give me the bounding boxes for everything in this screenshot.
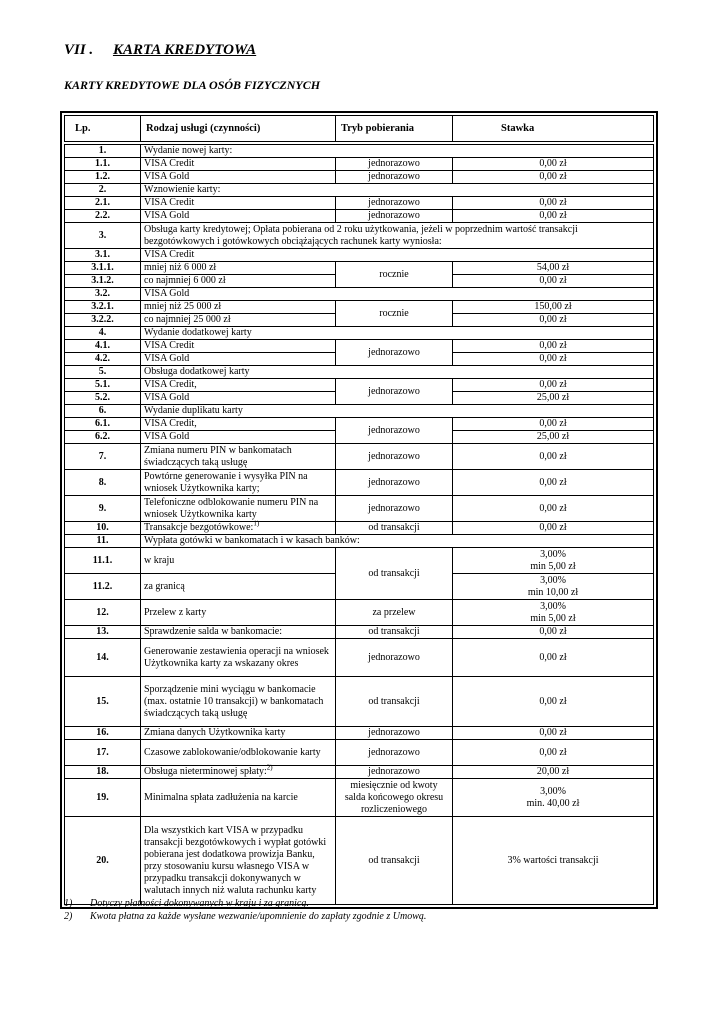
row-desc: VISA Credit <box>141 249 654 262</box>
table-row <box>65 444 654 470</box>
header-mode: Tryb pobierania <box>336 116 453 142</box>
rate-minimum: min 10,00 zł <box>527 586 579 598</box>
row-desc: Wydanie duplikatu karty <box>141 405 654 418</box>
row-mode: za przelew <box>336 600 453 626</box>
row-rate: 0,00 zł <box>453 158 654 171</box>
fee-table <box>64 115 654 905</box>
row-mode: jednorazowo <box>336 766 453 779</box>
row-lp: 13. <box>65 626 141 639</box>
table-header-row <box>65 116 654 142</box>
row-desc: VISA Gold <box>141 171 336 184</box>
row-rate: 0,00 zł <box>453 275 654 288</box>
row-rate: 0,00 zł <box>453 727 654 740</box>
row-mode: jednorazowo <box>336 639 453 677</box>
row-lp: 1. <box>65 145 141 158</box>
row-mode: od transakcji <box>336 817 453 905</box>
row-mode: od transakcji <box>336 626 453 639</box>
row-rate <box>453 548 654 574</box>
row-lp: 3. <box>65 223 141 249</box>
row-lp: 9. <box>65 496 141 522</box>
header-service: Rodzaj usługi (czynności) <box>141 116 336 142</box>
row-rate: 0,00 zł <box>453 639 654 677</box>
row-lp: 18. <box>65 766 141 779</box>
table-row <box>65 600 654 626</box>
row-desc: Obsługa karty kredytowej; Opłata pobierana od 2 roku użytkowania, jeżeli w poprzednim wartość transakcji bezgotówkowych i gotówkowych obciążających rachunek karty wyniosła: <box>141 223 654 249</box>
row-lp: 3.2.2. <box>65 314 141 327</box>
row-desc <box>141 763 336 779</box>
table-row <box>65 184 654 197</box>
table-row <box>65 197 654 210</box>
row-desc: co najmniej 6 000 zł <box>141 275 336 288</box>
table-row <box>65 639 654 677</box>
row-desc: Dla wszystkich kart VISA w przypadku transakcji bezgotówkowych i wypłat gotówki pobierana jest dodatkowa prowizja Banku, przy stosowaniu kursu własnego VISA w przypadku transakcji dokonywanych w walutach innych niż waluta rachunku karty <box>141 817 336 905</box>
row-mode: od transakcji <box>336 548 453 600</box>
table-row <box>65 740 654 766</box>
row-mode: jednorazowo <box>336 210 453 223</box>
row-lp: 10. <box>65 522 141 535</box>
table-row <box>65 145 654 158</box>
table-row <box>65 262 654 275</box>
table-row <box>65 171 654 184</box>
row-rate <box>453 600 654 626</box>
row-rate <box>453 574 654 600</box>
row-rate: 0,00 zł <box>453 210 654 223</box>
table-row <box>65 548 654 574</box>
row-desc: Wznowienie karty: <box>141 184 654 197</box>
footnote-text: Dotyczy płatności dokonywanych w kraju i za granicą. <box>90 898 309 909</box>
table-row <box>65 626 654 639</box>
row-rate: 0,00 zł <box>453 171 654 184</box>
row-desc: Obsługa dodatkowej karty <box>141 366 654 379</box>
row-rate: 54,00 zł <box>453 262 654 275</box>
row-desc: mniej niż 6 000 zł <box>141 262 336 275</box>
row-rate: 0,00 zł <box>453 444 654 470</box>
row-lp: 3.2.1. <box>65 301 141 314</box>
row-desc: Generowanie zestawienia operacji na wniosek Użytkownika karty za wskazany okres <box>141 639 336 677</box>
row-desc: VISA Credit, <box>141 418 336 431</box>
table-row <box>65 223 654 249</box>
row-desc: Powtórne generowanie i wysyłka PIN na wniosek Użytkownika karty; <box>141 470 336 496</box>
rate-minimum: min. 40,00 zł <box>526 797 580 809</box>
row-desc: Przelew z karty <box>141 600 336 626</box>
row-mode: jednorazowo <box>336 171 453 184</box>
row-lp: 14. <box>65 639 141 677</box>
row-lp: 2.1. <box>65 197 141 210</box>
row-desc: VISA Gold <box>141 353 336 366</box>
row-mode: jednorazowo <box>336 444 453 470</box>
row-lp: 4. <box>65 327 141 340</box>
row-mode: jednorazowo <box>336 418 453 444</box>
row-mode: rocznie <box>336 301 453 327</box>
row-desc: mniej niż 25 000 zł <box>141 301 336 314</box>
row-desc: Sprawdzenie salda w bankomacie: <box>141 626 336 639</box>
table-row <box>65 779 654 817</box>
row-lp: 6. <box>65 405 141 418</box>
row-desc-text: Obsługa nieterminowej spłaty: <box>144 766 267 777</box>
row-desc: VISA Gold <box>141 431 336 444</box>
row-desc: w kraju <box>141 548 336 574</box>
row-mode: jednorazowo <box>336 496 453 522</box>
rate-percent: 3,00% <box>540 600 566 612</box>
row-rate: 20,00 zł <box>453 766 654 779</box>
row-rate <box>453 779 654 817</box>
fee-table-frame <box>60 111 658 909</box>
row-desc: Czasowe zablokowanie/odblokowanie karty <box>141 740 336 766</box>
table-row <box>65 158 654 171</box>
row-rate: 0,00 zł <box>453 197 654 210</box>
row-mode: jednorazowo <box>336 470 453 496</box>
row-mode: jednorazowo <box>336 379 453 405</box>
rate-percent: 3,00% <box>540 548 566 560</box>
row-rate: 0,00 zł <box>453 470 654 496</box>
row-desc-text: Transakcje bezgotówkowe: <box>144 522 254 533</box>
row-mode: jednorazowo <box>336 727 453 740</box>
row-rate: 25,00 zł <box>453 431 654 444</box>
row-lp: 15. <box>65 677 141 727</box>
row-rate: 0,00 zł <box>453 314 654 327</box>
row-rate: 25,00 zł <box>453 392 654 405</box>
header-rate: Stawka <box>453 116 654 142</box>
footnote-ref: 1) <box>253 519 260 528</box>
table-row <box>65 405 654 418</box>
row-mode: miesięcznie od kwoty salda końcowego okresu rozliczeniowego <box>336 779 453 817</box>
row-lp: 3.2. <box>65 288 141 301</box>
row-desc: Sporządzenie mini wyciągu w bankomacie (max. ostatnie 10 transakcji) w bankomatach świadczących taką usługę <box>141 677 336 727</box>
section-title: KARTA KREDYTOWA <box>112 42 257 58</box>
table-row <box>65 470 654 496</box>
table-subtitle: KARTY KREDYTOWE DLA OSÓB FIZYCZNYCH <box>64 78 321 92</box>
footnotes <box>64 897 426 923</box>
row-mode: jednorazowo <box>336 340 453 366</box>
rate-percent: 3,00% <box>540 574 566 586</box>
row-desc: Zmiana numeru PIN w bankomatach świadczących taką usługę <box>141 444 336 470</box>
row-desc: co najmniej 25 000 zł <box>141 314 336 327</box>
row-rate: 0,00 zł <box>453 340 654 353</box>
row-desc: VISA Credit <box>141 158 336 171</box>
row-lp: 2. <box>65 184 141 197</box>
section-number: VII . <box>64 42 94 58</box>
row-mode: jednorazowo <box>336 158 453 171</box>
row-lp: 5.1. <box>65 379 141 392</box>
row-desc: Wydanie nowej karty: <box>141 145 654 158</box>
row-rate: 0,00 zł <box>453 740 654 766</box>
row-rate: 0,00 zł <box>453 418 654 431</box>
footnote-ref: 2) <box>266 763 273 772</box>
row-lp: 1.1. <box>65 158 141 171</box>
row-desc: VISA Gold <box>141 392 336 405</box>
table-row <box>65 288 654 301</box>
row-desc: Wypłata gotówki w bankomatach i w kasach banków: <box>141 535 654 548</box>
row-lp: 12. <box>65 600 141 626</box>
rate-percent: 3,00% <box>540 785 566 797</box>
table-row <box>65 522 654 535</box>
row-mode: jednorazowo <box>336 197 453 210</box>
table-row <box>65 340 654 353</box>
row-rate: 3% wartości transakcji <box>453 817 654 905</box>
row-mode: od transakcji <box>336 522 453 535</box>
row-desc: za granicą <box>141 574 336 600</box>
row-rate: 0,00 zł <box>453 496 654 522</box>
footnote-number: 1) <box>64 898 73 909</box>
row-desc: VISA Credit <box>141 340 336 353</box>
row-lp: 4.1. <box>65 340 141 353</box>
row-lp: 3.1.1. <box>65 262 141 275</box>
row-lp: 8. <box>65 470 141 496</box>
table-row <box>65 766 654 779</box>
section-heading <box>64 42 256 59</box>
table-row <box>65 366 654 379</box>
row-lp: 1.2. <box>65 171 141 184</box>
row-rate: 0,00 zł <box>453 353 654 366</box>
footnote <box>64 910 426 923</box>
row-lp: 20. <box>65 817 141 905</box>
row-mode: od transakcji <box>336 677 453 727</box>
row-rate: 0,00 zł <box>453 522 654 535</box>
row-lp: 5. <box>65 366 141 379</box>
table-row <box>65 327 654 340</box>
row-rate: 0,00 zł <box>453 677 654 727</box>
row-desc: Zmiana danych Użytkownika karty <box>141 727 336 740</box>
table-row <box>65 301 654 314</box>
rate-minimum: min 5,00 zł <box>530 612 576 624</box>
row-desc <box>141 519 336 535</box>
row-lp: 3.1. <box>65 249 141 262</box>
row-desc: Wydanie dodatkowej karty <box>141 327 654 340</box>
row-lp: 17. <box>65 740 141 766</box>
row-rate: 0,00 zł <box>453 626 654 639</box>
row-lp: 5.2. <box>65 392 141 405</box>
row-mode: rocznie <box>336 262 453 288</box>
table-row <box>65 817 654 905</box>
table-row <box>65 727 654 740</box>
rate-minimum: min 5,00 zł <box>530 560 576 572</box>
row-lp: 19. <box>65 779 141 817</box>
row-rate: 150,00 zł <box>453 301 654 314</box>
table-row <box>65 677 654 727</box>
row-lp: 3.1.2. <box>65 275 141 288</box>
table-row <box>65 210 654 223</box>
row-desc: Telefoniczne odblokowanie numeru PIN na wniosek Użytkownika karty <box>141 496 336 522</box>
table-row <box>65 379 654 392</box>
row-lp: 11. <box>65 535 141 548</box>
row-lp: 4.2. <box>65 353 141 366</box>
row-desc: VISA Gold <box>141 288 654 301</box>
row-mode: jednorazowo <box>336 740 453 766</box>
row-desc: Minimalna spłata zadłużenia na karcie <box>141 779 336 817</box>
row-lp: 6.2. <box>65 431 141 444</box>
table-row <box>65 418 654 431</box>
row-lp: 11.2. <box>65 574 141 600</box>
row-lp: 2.2. <box>65 210 141 223</box>
row-rate: 0,00 zł <box>453 379 654 392</box>
row-desc: VISA Credit, <box>141 379 336 392</box>
table-row <box>65 496 654 522</box>
footnote <box>64 897 426 910</box>
row-lp: 6.1. <box>65 418 141 431</box>
footnote-text: Kwota płatna za każde wysłane wezwanie/upomnienie do zapłaty zgodnie z Umową. <box>90 911 427 922</box>
table-row <box>65 535 654 548</box>
row-lp: 7. <box>65 444 141 470</box>
row-desc: VISA Gold <box>141 210 336 223</box>
row-desc: VISA Credit <box>141 197 336 210</box>
row-lp: 16. <box>65 727 141 740</box>
footnote-number: 2) <box>64 911 73 922</box>
row-lp: 11.1. <box>65 548 141 574</box>
table-row <box>65 249 654 262</box>
header-lp: Lp. <box>65 116 141 142</box>
